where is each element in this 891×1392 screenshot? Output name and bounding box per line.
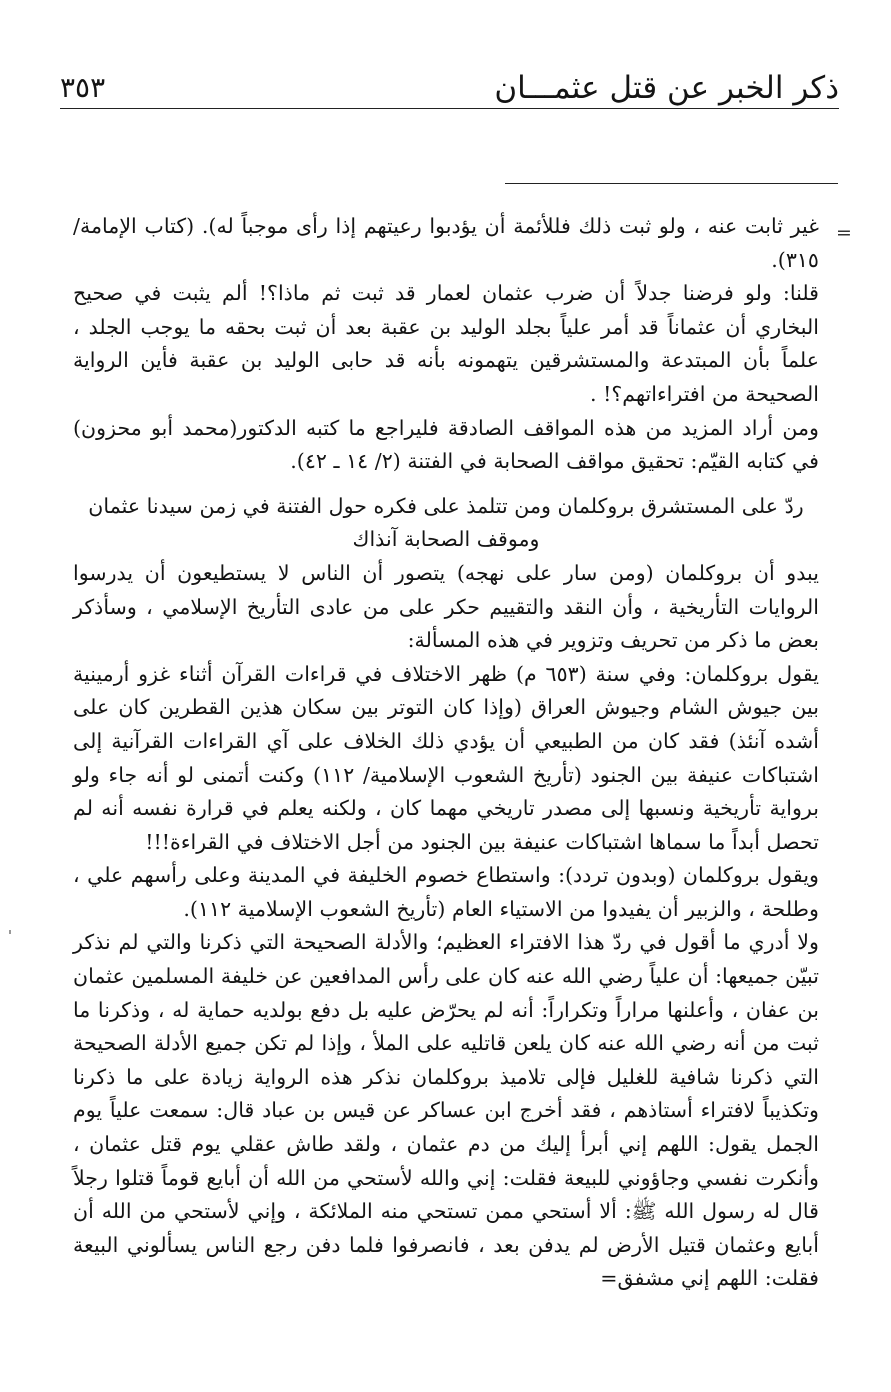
paragraph-1: غير ثابت عنه ، ولو ثبت ذلك فللأئمة أن يؤدبوا رعيتهم إذا رأى موجباً له). (كتاب الإمامة/ ٣١٥). — [73, 214, 819, 272]
footnote-continuation-mark: = — [836, 222, 852, 244]
section-heading-line-2: وموقف الصحابة آنذاك — [352, 527, 540, 552]
paragraph-6: ويقول بروكلمان (وبدون تردد): واستطاع خصوم الخليفة في المدينة وعلى رأسهم علي ، وطلحة ، والزبير أن يفيدوا من الاستياء العام (تأريخ الشعوب الإسلامية ١١٢). — [73, 863, 819, 921]
paragraph-2: قلنا: ولو فرضنا جدلاً أن ضرب عثمان لعمار قد ثبت ثم ماذا؟! ألم يثبت في صحيح البخاري أن عثماناً قد أمر علياً بجلد الوليد بن عقبة بعد أن ثبت بحقه ما يوجب الجلد ، علماً بأن المبتدعة والمستشرقين يتهمونه بأنه قد حابى الوليد بن عقبة فأين الرواية الصحيحة من افتراءاتهم؟! . — [73, 281, 819, 406]
paragraph-3: ومن أراد المزيد من هذه المواقف الصادقة فليراجع ما كتبه الدكتور(محمد أبو محزون) في كتابه القيّم: تحقيق مواقف الصحابة في الفتنة (٢/ ١٤ ـ ٤٢). — [73, 415, 819, 474]
chapter-title: ذكر الخبر عن قتل عثمـــان — [494, 70, 839, 106]
footnote-separator — [505, 183, 838, 184]
running-header — [60, 60, 839, 109]
paragraph-4: يبدو أن بروكلمان (ومن سار على نهجه) يتصور أن الناس لا يستطيعون أن يدرسوا الروايات التأريخية ، وأن النقد والتقييم حكر على من عادى التأريخ الإسلامي ، وسأذكر بعض ما ذكر من تحريف وتزوير في هذه المسألة: — [73, 560, 819, 653]
margin-speck — [9, 930, 11, 934]
footnote-body — [73, 210, 819, 1296]
paragraph-7: ولا أدري ما أقول في ردّ هذا الافتراء العظيم؛ والأدلة الصحيحة التي ذكرنا والتي لم نذكر تبيّن جميعها: أن علياً رضي الله عنه كان على رأس المدافعين عن خليفة المسلمين عثمان بن عفان ، وأعلنها مراراً وتكراراً: أنه لم يحرّض عليه بل دفع بولديه حماية له ، وذكرنا ما ثبت من أنه رضي الله عنه كان يلعن قاتليه على الملأ ، وإذا لم تكن جميع الأدلة الصحيحة التي ذكرنا شافية للغليل فإلى تلاميذ بروكلمان نذكر هذه الرواية زيادة على ما ذكرنا وتكذيباً لافتراء أستاذهم ، فقد أخرج ابن عساكر عن قيس بن عباد قال: سمعت علياً يوم الجمل يقول: اللهم إني أبرأ إليك من دم عثمان ، ولقد طاش عقلي يوم قتل عثمان ، وأنكرت نفسي وجاؤوني للبيعة فقلت: إني والله لأستحي من الله أن أبايع قوماً قتلوا رجلاً قال له رسول الله ﷺ: ألا أستحي ممن تستحي منه الملائكة ، وإني لأستحي من الله أن أبايع وعثمان قتيل الأرض لم يدفن بعد ، فانصرفوا فلما دفن رجع الناس يسألوني البيعة فقلت: اللهم إني مشفق= — [73, 930, 819, 1291]
section-heading-line-1: ردّ على المستشرق بروكلمان ومن تتلمذ على فكره حول الفتنة في زمن سيدنا عثمان — [88, 493, 804, 518]
paragraph-5: يقول بروكلمان: وفي سنة (٦٥٣ م) ظهر الاختلاف في قراءات القرآن أثناء غزو أرمينية بين جيوش الشام وجيوش العراق (وإذا كان التوتر بين سكان هذين القطرين كان على أشده آنئذ) فقد كان من الطبيعي أن يؤدي ذلك الخلاف على آي القراءات القرآنية إلى اشتباكات عنيفة بين الجنود (تأريخ الشعوب الإسلامية/ ١١٢) وكنت أتمنى لو أنه جاء ولو برواية تأريخية ونسبها إلى مصدر تاريخي مهما كان ، ولكنه يعلم في قرارة نفسه أنه لم تحصل أبداً ما سماها اشتباكات عنيفة بين الجنود من أجل الاختلاف في القراءة!!! — [73, 661, 819, 854]
page-number: ٣٥٣ — [60, 71, 106, 104]
